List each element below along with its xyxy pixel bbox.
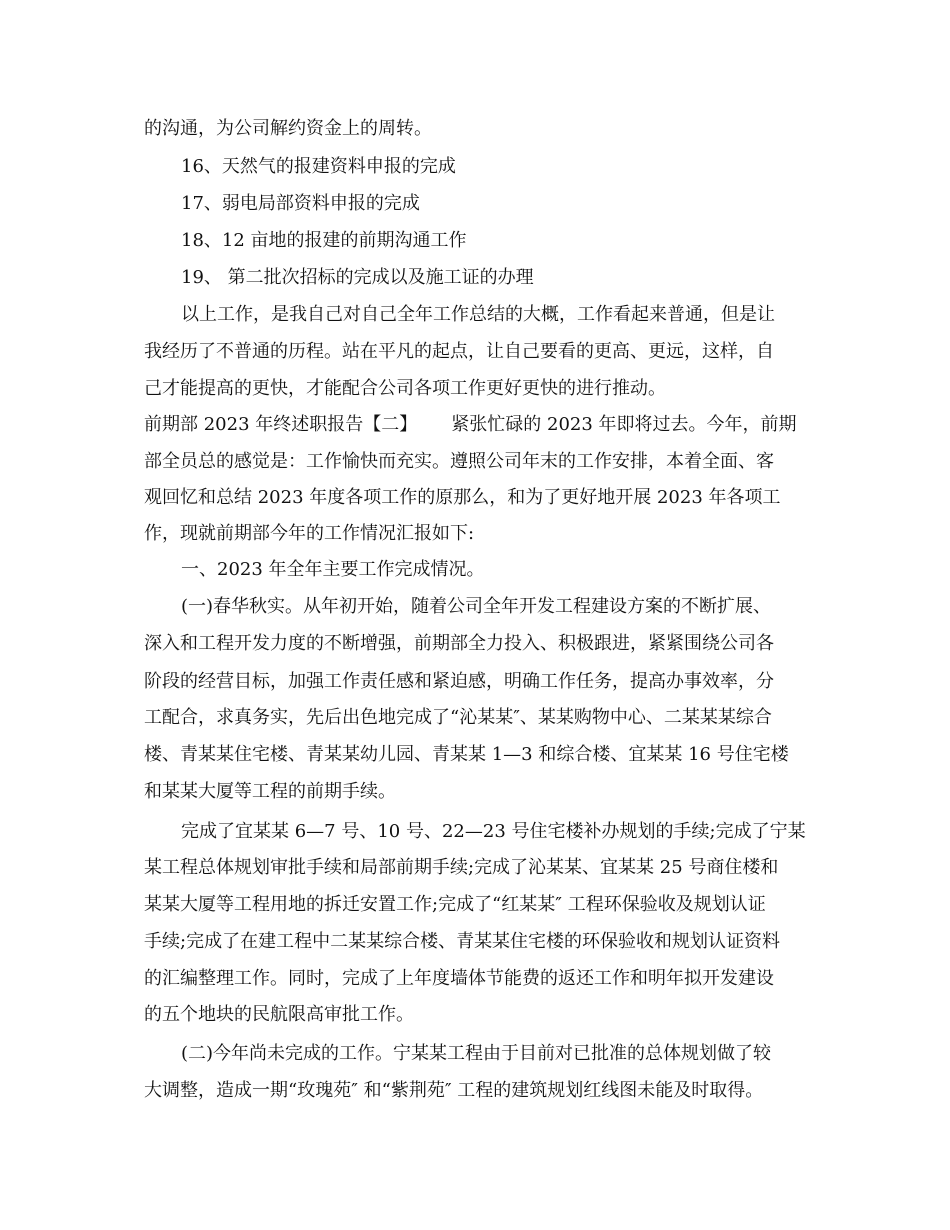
paragraph-line: 以上工作，是我自己对自己全年工作总结的大概，工作看起来普通，但是让 (181, 304, 775, 325)
paragraph-line: 工配合，求真务实，先后出色地完成了“沁某某″、某某购物中心、二某某某综合 (144, 707, 772, 728)
paragraph-line: 某工程总体规划审批手续和局部前期手续;完成了沁某某、宜某某 25 号商住楼和 (144, 857, 779, 878)
paragraph-line: 部全员总的感觉是：工作愉快而充实。遵照公司年末的工作安排，本着全面、客 (144, 451, 774, 472)
list-item: 17、弱电局部资料申报的完成 (181, 193, 420, 214)
section-heading: 一、2023 年全年主要工作完成情况。 (181, 559, 485, 580)
list-item: 16、天然气的报建资料申报的完成 (181, 156, 456, 177)
paragraph-line: 深入和工程开发力度的不断增强，前期部全力投入、积极跟进，紧紧围绕公司各 (144, 633, 774, 654)
paragraph-line: 我经历了不普通的历程。站在平凡的起点，让自己要看的更高、更远，这样，自 (144, 341, 774, 362)
paragraph-line: 的汇编整理工作。同时，完成了上年度墙体节能费的返还工作和明年拟开发建设 (144, 968, 774, 989)
paragraph-line: 紧张忙碌的 2023 年即将过去。今年，前期 (451, 414, 797, 435)
paragraph-line: 己才能提高的更快，才能配合公司各项工作更好更快的进行推动。 (144, 378, 666, 399)
paragraph-line: 完成了宜某某 6—7 号、10 号、22—23 号住宅楼补办规划的手续;完成了宁某 (181, 821, 806, 842)
paragraph-line: 楼、青某某住宅楼、青某某幼儿园、青某某 1—3 和综合楼、宜某某 16 号住宅楼 (144, 744, 789, 765)
list-item: 19、 第二批次招标的完成以及施工证的办理 (181, 267, 534, 288)
paragraph-line: 和某某大厦等工程的前期手续。 (144, 781, 396, 802)
paragraph-line: 某某大厦等工程用地的拆迁安置工作;完成了“红某某″ 工程环保验收及规划认证 (144, 894, 766, 915)
list-item: 18、12 亩地的报建的前期沟通工作 (181, 230, 467, 251)
paragraph-line: (一)春华秋实。从年初开始，随着公司全年开发工程建设方案的不断扩展、 (181, 596, 772, 617)
paragraph-line: 的五个地块的民航限高审批工作。 (144, 1004, 414, 1025)
paragraph-line: 观回忆和总结 2023 年度各项工作的原那么，和为了更好地开展 2023 年各项工 (144, 487, 781, 508)
paragraph-line: 手续;完成了在建工程中二某某综合楼、青某某住宅楼的环保验收和规划认证资料 (144, 931, 781, 952)
report-title-line (144, 413, 797, 437)
report-title: 前期部 2023 年终述职报告【二】 (144, 414, 418, 435)
paragraph-line: (二)今年尚未完成的工作。宁某某工程由于目前对已批准的总体规划做了较 (181, 1043, 772, 1064)
text-line: 的沟通，为公司解约资金上的周转。 (144, 118, 432, 139)
paragraph-line: 阶段的经营目标，加强工作责任感和紧迫感，明确工作任务，提高办事效率，分 (144, 671, 774, 692)
paragraph-line: 大调整，造成一期“玫瑰苑″ 和“紫荆苑″ 工程的建筑规划红线图未能及时取得。 (144, 1080, 764, 1101)
paragraph-line: 作，现就前期部今年的工作情况汇报如下: (144, 523, 475, 544)
